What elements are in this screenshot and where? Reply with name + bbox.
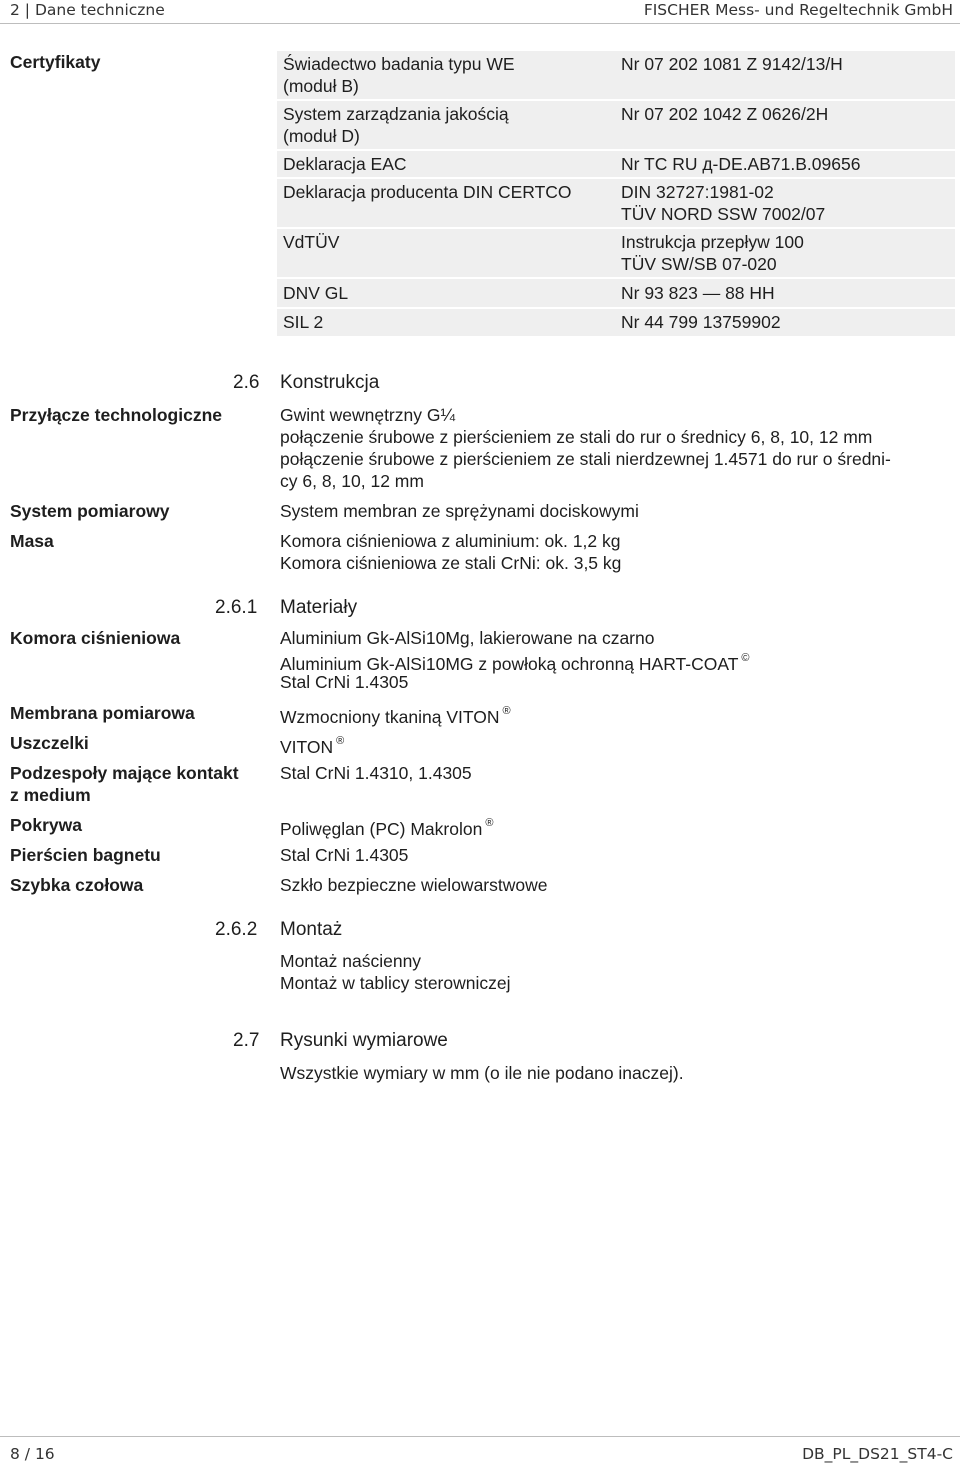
header-company: FISCHER Mess- und Regeltechnik GmbH bbox=[643, 1, 953, 19]
mounting-line-2: Montaż w tablicy sterowniczej bbox=[280, 973, 511, 993]
mounting-line-1: Montaż naścienny bbox=[280, 951, 422, 971]
cert-value-1: Nr 07 202 1081 Z 9142/13/H bbox=[621, 54, 843, 74]
header-section: 2 | Dane techniczne bbox=[10, 1, 165, 19]
section-2-6-title: Konstrukcja bbox=[280, 372, 380, 393]
registered-mark: ® bbox=[336, 735, 345, 747]
cover-label: Pokrywa bbox=[10, 815, 82, 835]
cert-value-5a: Instrukcja przepływ 100 bbox=[621, 232, 804, 252]
cert-name-2b: (moduł D) bbox=[283, 126, 360, 146]
cert-name-6: DNV GL bbox=[283, 283, 349, 303]
process-connection-line-2: połączenie śrubowe z pierścieniem ze stali do rur o średnicy 6, 8, 10, 12 mm bbox=[280, 427, 873, 447]
process-connection-line-4: cy 6, 8, 10, 12 mm bbox=[280, 471, 424, 491]
mass-line-2: Komora ciśnieniowa ze stali CrNi: ok. 3,5 kg bbox=[280, 553, 622, 573]
cert-name-1b: (moduł B) bbox=[283, 76, 359, 96]
bayonet-ring-value: Stal CrNi 1.4305 bbox=[280, 845, 409, 865]
registered-mark: ® bbox=[502, 705, 511, 717]
cert-value-5b: TÜV SW/SB 07-020 bbox=[621, 254, 777, 274]
section-2-7-number: 2.7 bbox=[233, 1030, 260, 1051]
dimensions-note: Wszystkie wymiary w mm (o ile nie podano inaczej). bbox=[280, 1063, 684, 1083]
cert-value-3: Nr TC RU д-DE.AB71.B.09656 bbox=[621, 154, 861, 174]
cert-name-2a: System zarządzania jakością bbox=[283, 104, 509, 124]
wetted-parts-value: Stal CrNi 1.4310, 1.4305 bbox=[280, 763, 472, 783]
header-divider bbox=[0, 23, 960, 24]
cert-row-bg-7 bbox=[277, 309, 955, 336]
pressure-chamber-label: Komora ciśnieniowa bbox=[10, 628, 181, 648]
cert-name-3: Deklaracja EAC bbox=[283, 154, 407, 174]
document-id: DB_PL_DS21_ST4-C bbox=[802, 1445, 953, 1463]
cert-value-4b: TÜV NORD SSW 7002/07 bbox=[621, 204, 826, 224]
membrane-value: Wzmocniony tkaniną VITON ® bbox=[280, 705, 511, 727]
process-connection-line-3: połączenie śrubowe z pierścieniem ze stali nierdzewnej 1.4571 do rur o średni- bbox=[280, 449, 891, 469]
seals-label: Uszczelki bbox=[10, 733, 89, 753]
section-2-6-1-title: Materiały bbox=[280, 597, 358, 618]
cert-name-4: Deklaracja producenta DIN CERTCO bbox=[283, 182, 572, 202]
wetted-parts-label-2: z medium bbox=[10, 785, 91, 805]
pressure-chamber-line-3: Stal CrNi 1.4305 bbox=[280, 672, 409, 692]
cert-name-7: SIL 2 bbox=[283, 312, 324, 332]
mass-label: Masa bbox=[10, 531, 54, 551]
section-2-6-2-number: 2.6.2 bbox=[215, 919, 258, 940]
process-connection-line-1: Gwint wewnętrzny G¼ bbox=[280, 405, 456, 425]
cover-value: Poliwęglan (PC) Makrolon ® bbox=[280, 817, 494, 839]
page-number: 8 / 16 bbox=[10, 1445, 55, 1463]
seals-value: VITON ® bbox=[280, 735, 345, 757]
section-2-7-title: Rysunki wymiarowe bbox=[280, 1030, 448, 1051]
cert-value-4a: DIN 32727:1981-02 bbox=[621, 182, 774, 202]
pressure-chamber-line-1: Aluminium Gk-AlSi10Mg, lakierowane na czarno bbox=[280, 628, 655, 648]
wetted-parts-label-1: Podzespoły mające kontakt bbox=[10, 763, 239, 783]
membrane-label: Membrana pomiarowa bbox=[10, 703, 195, 723]
certificates-label: Certyfikaty bbox=[10, 52, 101, 72]
front-glass-value: Szkło bezpieczne wielowarstwowe bbox=[280, 875, 548, 895]
copyright-mark: © bbox=[741, 652, 750, 664]
bayonet-ring-label: Pierścien bagnetu bbox=[10, 845, 161, 865]
measuring-system-label: System pomiarowy bbox=[10, 501, 170, 521]
registered-mark: ® bbox=[485, 817, 494, 829]
process-connection-label: Przyłącze technologiczne bbox=[10, 405, 223, 425]
front-glass-label: Szybka czołowa bbox=[10, 875, 144, 895]
section-2-6-2-title: Montaż bbox=[280, 919, 343, 940]
cert-value-6: Nr 93 823 — 88 HH bbox=[621, 283, 775, 303]
cert-row-bg-6 bbox=[277, 279, 955, 307]
section-2-6-number: 2.6 bbox=[233, 372, 260, 393]
footer-divider bbox=[0, 1436, 960, 1437]
measuring-system-value: System membran ze sprężynami dociskowymi bbox=[280, 501, 639, 521]
cert-value-2: Nr 07 202 1042 Z 0626/2H bbox=[621, 104, 829, 124]
cert-row-bg-5 bbox=[277, 229, 955, 277]
cert-name-1a: Świadectwo badania typu WE bbox=[283, 54, 515, 74]
pressure-chamber-line-2: Aluminium Gk-AlSi10MG z powłoką ochronną HART-COAT © bbox=[280, 652, 750, 674]
cert-name-5: VdTÜV bbox=[283, 232, 340, 252]
cert-value-7: Nr 44 799 13759902 bbox=[621, 312, 781, 332]
section-2-6-1-number: 2.6.1 bbox=[215, 597, 258, 618]
mass-line-1: Komora ciśnieniowa z aluminium: ok. 1,2 kg bbox=[280, 531, 621, 551]
